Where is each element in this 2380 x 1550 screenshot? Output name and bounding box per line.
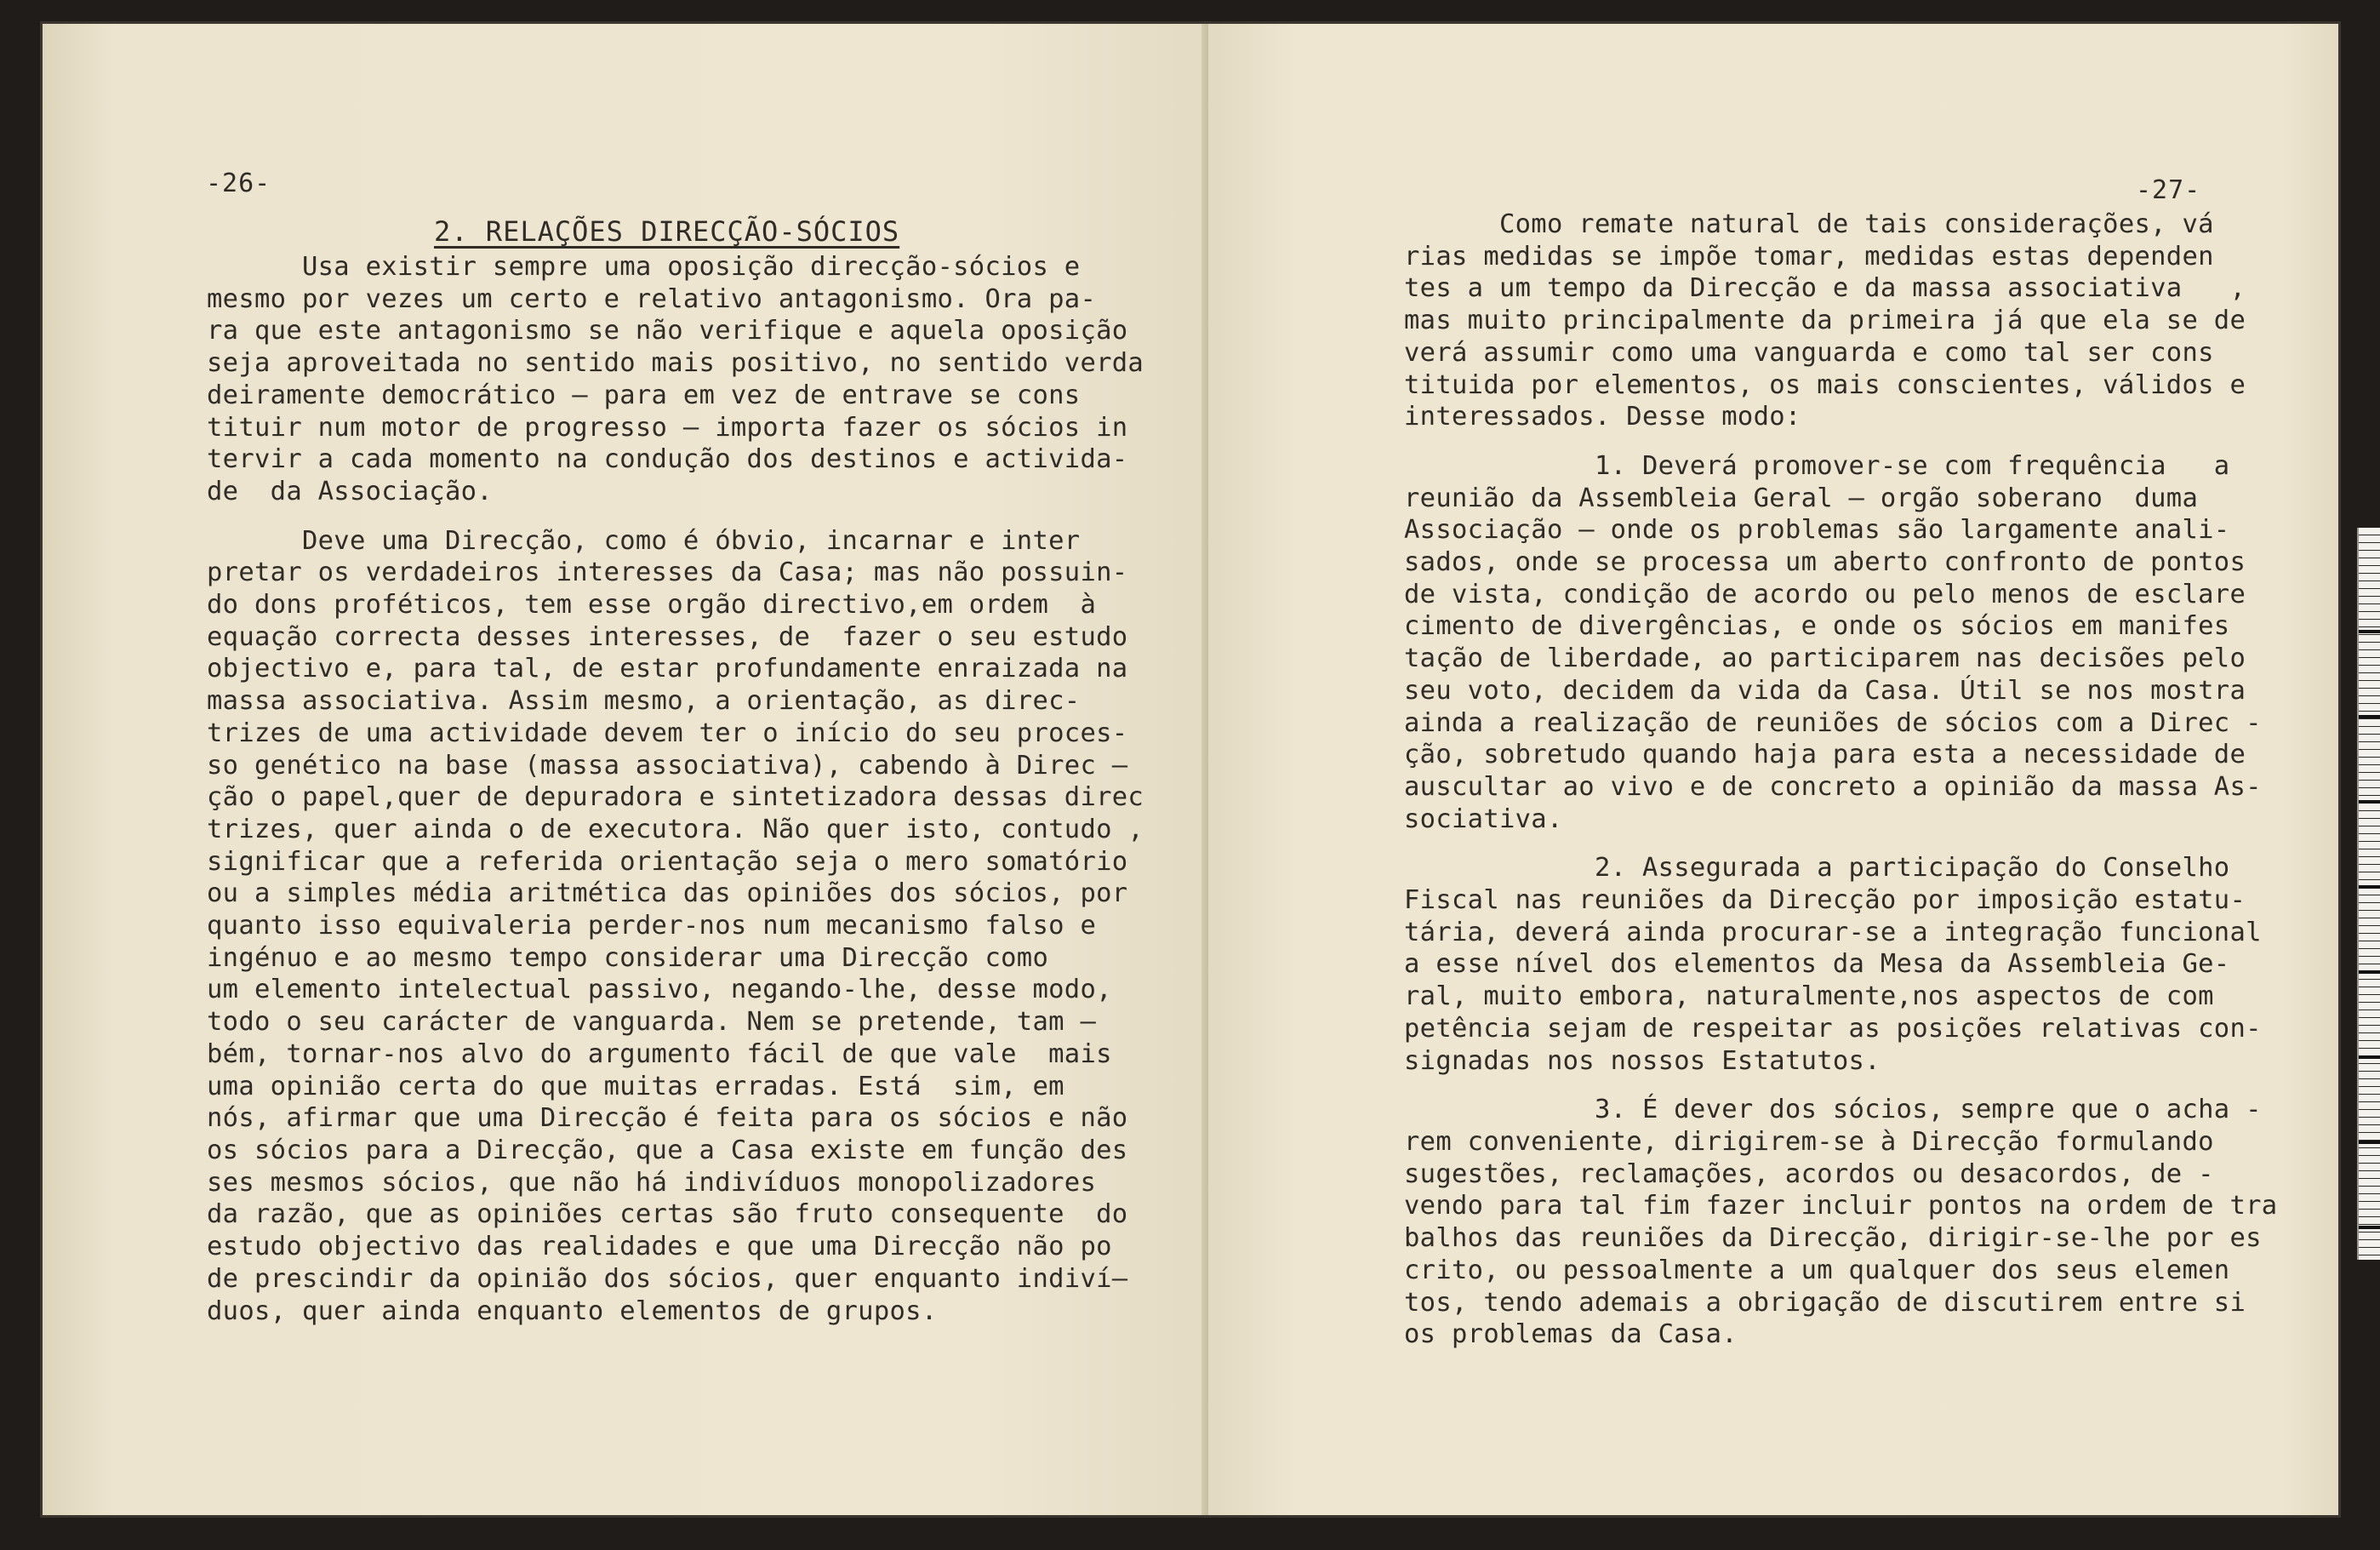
paragraph [1404, 852, 2277, 1077]
section-heading: 2. RELAÇÕES DIRECÇÃO-SÓCIOS [434, 215, 900, 248]
paragraph [1404, 209, 2277, 433]
text-line: uma opinião certa do que muitas erradas. Está sim, em [207, 1071, 1064, 1101]
text-line: Associação – onde os problemas são largamente anali- [1404, 515, 2230, 546]
text-line: quanto isso equivaleria perder-nos num mecanismo falso e [207, 911, 1097, 941]
paragraph [1404, 450, 2277, 835]
text-line: do dons proféticos, tem esse orgão directivo,em ordem à [207, 590, 1097, 621]
text-line: rem conveniente, dirigirem-se à Direcção formulando [1404, 1126, 2214, 1157]
text-line: de prescindir da opinião dos sócios, quer enquanto indiví– [207, 1263, 1128, 1294]
text-line: tes a um tempo da Direcção e da massa associativa , [1404, 273, 2246, 304]
text-line: verá assumir como uma vanguarda e como tal ser cons [1404, 337, 2214, 368]
text-line: massa associativa. Assim mesmo, a orientação, as direc- [207, 686, 1081, 717]
text-line: tituir num motor de progresso – importa fazer os sócios in [207, 412, 1128, 443]
text-line: de vista, condição de acordo ou pelo menos de esclare [1404, 579, 2246, 609]
text-line: seu voto, decidem da vida da Casa. Útil se nos mostra [1404, 675, 2246, 706]
text-line: nós, afirmar que uma Direcção é feita para os sócios e não [207, 1103, 1128, 1134]
text-line: 3. É dever dos sócios, sempre que o acha - [1404, 1095, 2262, 1125]
text-line: ção o papel,quer de depuradora e sintetizadora dessas direc [207, 782, 1144, 813]
text-line: so genético na base (massa associativa), cabendo à Direc – [207, 750, 1128, 781]
text-line: os sócios para a Direcção, que a Casa existe em função des [207, 1135, 1128, 1165]
text-line: tervir a cada momento na condução dos destinos e activida- [207, 444, 1128, 475]
text-line: 2. Assegurada a participação do Conselho [1404, 853, 2230, 884]
text-line: sociativa. [1404, 804, 1563, 834]
text-line: interessados. Desse modo: [1404, 402, 1801, 432]
text-line: equação correcta desses interesses, de fazer o seu estudo [207, 621, 1128, 652]
text-line: ainda a realização de reuniões de sócios com a Direc - [1404, 707, 2262, 738]
text-line: tação de liberdade, ao participarem nas decisões pelo [1404, 643, 2246, 674]
text-line: mas muito principalmente da primeira já que ela se de [1404, 306, 2246, 336]
text-line: trizes, quer ainda o de executora. Não quer isto, contudo , [207, 814, 1144, 844]
text-line: um elemento intelectual passivo, negando-lhe, desse modo, [207, 975, 1112, 1005]
text-line: crito, ou pessoalmente a um qualquer dos seus elemen [1404, 1255, 2230, 1285]
text-line: sugestões, reclamações, acordos ou desacordos, de - [1404, 1158, 2214, 1189]
text-line: ou a simples média aritmética das opiniões dos sócios, por [207, 878, 1128, 909]
text-line: petência sejam de respeitar as posições relativas con- [1404, 1013, 2262, 1044]
text-line: tária, deverá ainda procurar-se a integração funcional [1404, 917, 2262, 947]
text-line: Como remate natural de tais considerações, vá [1404, 209, 2214, 239]
text-line: ção, sobretudo quando haja para esta a necessidade de [1404, 740, 2246, 770]
text-line: reunião da Assembleia Geral – orgão soberano duma [1404, 483, 2199, 513]
text-line: tos, tendo ademais a obrigação de discutirem entre si [1404, 1287, 2246, 1318]
paragraph [207, 525, 1144, 1328]
text-line: vendo para tal fim fazer incluir pontos na ordem de tra [1404, 1191, 2278, 1221]
text-line: bém, tornar-nos alvo do argumento fácil de que vale mais [207, 1038, 1112, 1069]
text-line: signadas nos nossos Estatutos. [1404, 1045, 1881, 1076]
text-line: sados, onde se processa um aberto confronto de pontos [1404, 547, 2246, 578]
left-text-column [207, 251, 1144, 1327]
text-line: todo o seu carácter de vanguarda. Nem se pretende, tam – [207, 1007, 1097, 1038]
text-line: objectivo e, para tal, de estar profundamente enraizada na [207, 654, 1128, 684]
text-line: balhos das reuniões da Direcção, dirigir-se-lhe por es [1404, 1223, 2262, 1254]
right-text-column [1404, 209, 2277, 1351]
text-line: seja aproveitada no sentido mais positivo, no sentido verda [207, 348, 1144, 379]
text-line: duos, quer ainda enquanto elementos de grupos. [207, 1295, 938, 1326]
text-line: rias medidas se impõe tomar, medidas estas dependen [1404, 241, 2214, 272]
left-page [43, 24, 1208, 1515]
text-line: a esse nível dos elementos da Mesa da Assembleia Ge- [1404, 949, 2230, 980]
page-number-left: -26- [206, 169, 271, 198]
page-number-right: -27- [2136, 175, 2201, 205]
text-line: ingénuo e ao mesmo tempo considerar uma Direcção como [207, 942, 1049, 973]
text-line: tituida por elementos, os mais conscientes, válidos e [1404, 369, 2246, 400]
text-line: Usa existir sempre uma oposição direcção-sócios e [207, 252, 1081, 282]
text-line: 1. Deverá promover-se com frequência a [1404, 450, 2230, 481]
text-line: significar que a referida orientação seja o mero somatório [207, 846, 1128, 877]
text-line: mesmo por vezes um certo e relativo antagonismo. Ora pa- [207, 283, 1097, 314]
book-spread [43, 24, 2338, 1515]
text-line: cimento de divergências, e onde os sócios em manifes [1404, 611, 2230, 642]
text-line: os problemas da Casa. [1404, 1319, 1738, 1350]
text-line: pretar os verdadeiros interesses da Casa; mas não possuin- [207, 558, 1128, 588]
paragraph [1404, 1094, 2277, 1351]
text-line: trizes de uma actividade devem ter o início do seu proces- [207, 718, 1128, 748]
text-line: ral, muito embora, naturalmente,nos aspectos de com [1404, 981, 2214, 1012]
text-line: Fiscal nas reuniões da Direcção por imposição estatu- [1404, 885, 2246, 916]
text-line: ra que este antagonismo se não verifique e aquela oposição [207, 316, 1128, 346]
text-line: auscultar ao vivo e de concreto a opinião da massa As- [1404, 771, 2262, 802]
paragraph [207, 251, 1144, 508]
right-page [1208, 24, 2338, 1515]
text-line: ses mesmos sócios, que não há indivíduos monopolizadores [207, 1167, 1097, 1198]
text-line: estudo objectivo das realidades e que uma Direcção não po [207, 1232, 1112, 1262]
text-line: Deve uma Direcção, como é óbvio, incarnar e inter [207, 525, 1081, 556]
text-line: deiramente democrático – para em vez de entrave se cons [207, 380, 1081, 410]
scale-ruler [2357, 528, 2380, 1260]
text-line: da razão, que as opiniões certas são fruto consequente do [207, 1199, 1128, 1230]
text-line: de da Associação. [207, 476, 493, 506]
